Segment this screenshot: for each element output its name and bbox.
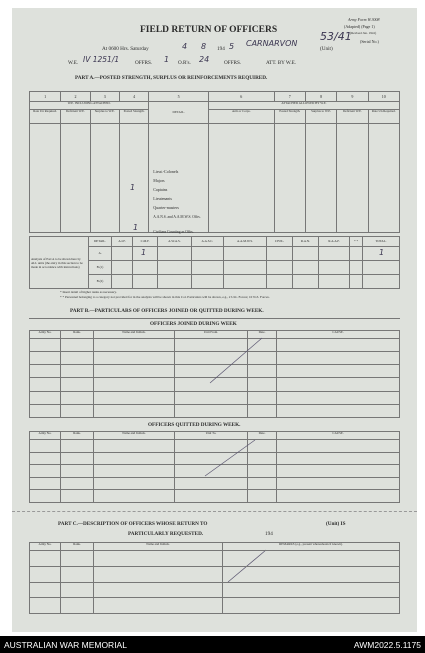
hw-date-day: 4 xyxy=(182,42,188,51)
right-col-arm: Arm or Corps. xyxy=(208,110,274,124)
we-label: W.E. xyxy=(68,60,79,66)
part-c-requested: PARTICULARLY REQUESTED. xyxy=(128,531,204,537)
cell-r-deficient xyxy=(337,124,368,233)
c-row xyxy=(30,551,61,567)
quitted-col-rank: Rank. xyxy=(61,432,94,440)
analysis-footnote-2: * * Personnel belonging to a category not provided for in the analysis will be shown in this Col. Particulars will be shown, e.g., 2 U.K. Forces; 10 N.Z. Forces. xyxy=(60,295,270,299)
detail-majors: Majors xyxy=(153,178,165,183)
quitted-row xyxy=(30,465,61,478)
cell-deficient xyxy=(61,124,90,233)
an-cell xyxy=(112,261,133,275)
an-cell xyxy=(191,247,223,261)
an-total-cell xyxy=(363,247,400,261)
an-cell xyxy=(158,247,192,261)
an-row-a: A. xyxy=(89,247,112,261)
col-num-2: 2 xyxy=(61,92,90,102)
hw-date-month: 8 xyxy=(201,42,207,51)
an-row-b1: B.(1) xyxy=(89,261,112,275)
quitted-row xyxy=(30,490,61,503)
hw-tick-3: 1 xyxy=(133,223,139,232)
col-num-1: 1 xyxy=(30,92,61,102)
quitted-row xyxy=(30,477,61,490)
part-b-heading: PART B.—PARTICULARS OF OFFICERS JOINED OR QUITTED DURING WEEK. xyxy=(70,308,264,314)
joined-col-army-no: Army No. xyxy=(30,331,61,339)
attached-allowed: ATTACHED ALLOWED BY W.E. xyxy=(208,102,399,110)
col-num-7: 7 xyxy=(274,92,305,102)
detail-civilians: Civilians Counting as Offrs. xyxy=(153,230,194,234)
detail-cell xyxy=(149,124,209,233)
an-cell xyxy=(224,247,267,261)
c-row xyxy=(30,582,61,598)
form-title: FIELD RETURN OF OFFICERS xyxy=(140,25,278,35)
an-cell xyxy=(266,275,292,289)
an-cell xyxy=(293,261,319,275)
year-prefix: 194 xyxy=(217,46,225,52)
an-cell xyxy=(318,247,350,261)
an-h-civil: CIVIL. xyxy=(266,237,292,247)
perforation-line xyxy=(12,511,417,512)
an-cell xyxy=(158,261,192,275)
left-col-deficient: Deficient W.E. xyxy=(61,110,90,124)
part-c-unit-is: (Unit) IS xyxy=(326,521,346,527)
an-cell xyxy=(133,275,158,289)
unit-label: (Unit) xyxy=(320,46,333,52)
offrs2-label: OFFRS. xyxy=(224,60,242,66)
part-a-table xyxy=(29,91,400,233)
col-num-6: 6 xyxy=(208,92,274,102)
footer-bar xyxy=(0,636,425,653)
offrs-label: OFFRS. xyxy=(135,60,153,66)
an-h-raaf: R.A.A.F. xyxy=(318,237,350,247)
an-h-aamws: A.A.M.W.S. xyxy=(224,237,267,247)
quitted-col-unit: Unit To. xyxy=(175,432,248,440)
hw-serial-no: 53/41 xyxy=(320,30,352,43)
joined-row xyxy=(30,365,61,378)
detail-lieutenants: Lieutenants xyxy=(153,196,172,201)
revised-label: (Revised Jan. 1941) xyxy=(350,31,377,35)
joined-heading: OFFICERS JOINED DURING WEEK xyxy=(150,321,237,327)
an-cell xyxy=(158,275,192,289)
att-label: ATT. BY W.E. xyxy=(266,60,297,66)
cell-posted xyxy=(119,124,148,233)
an-cell xyxy=(318,261,350,275)
at-line: At 0600 Hrs. Saturday xyxy=(102,46,149,52)
joined-row xyxy=(30,391,61,404)
serial-label: (Serial No.) xyxy=(360,39,379,44)
an-cell xyxy=(133,261,158,275)
col-num-8: 8 xyxy=(305,92,336,102)
an-h-other: * * xyxy=(350,237,363,247)
c-col-rank: Rank. xyxy=(61,543,94,551)
an-h-aasc: A.A.S.C. xyxy=(191,237,223,247)
col-num-5: 5 xyxy=(149,92,209,102)
an-h-ran: R.A.N. xyxy=(293,237,319,247)
an-cell xyxy=(224,261,267,275)
joined-row xyxy=(30,352,61,365)
an-h-detail: DETAIL. xyxy=(89,237,112,247)
right-col-surplus: Surplus to W.E. xyxy=(305,110,336,124)
an-h-awas: A.W.A.S. xyxy=(158,237,192,247)
cell-r-rate xyxy=(368,124,399,233)
joined-col-cause: CAUSE. xyxy=(277,331,400,339)
quitted-heading: OFFICERS QUITTED DURING WEEK. xyxy=(148,422,241,428)
footer-right: AWM2022.5.1175 xyxy=(353,640,421,650)
c-col-army-no: Army No. xyxy=(30,543,61,551)
an-cell xyxy=(363,261,400,275)
ors-label: O.R's. xyxy=(178,60,191,66)
joined-col-unit: Unit From. xyxy=(175,331,248,339)
an-cell xyxy=(293,275,319,289)
right-col-rate: Rate Un Required. xyxy=(368,110,399,124)
part-c-table xyxy=(29,542,400,614)
joined-row xyxy=(30,339,61,352)
hw-total: 1 xyxy=(379,248,385,257)
left-col-posted: Posted Strength. xyxy=(119,110,148,124)
c-row xyxy=(30,566,61,582)
col-num-10: 10 xyxy=(368,92,399,102)
an-h-total: TOTAL. xyxy=(363,237,400,247)
hw-offrs-count: 1 xyxy=(164,55,170,64)
part-a-heading: PART A.—POSTED STRENGTH, SURPLUS OR REINFORCEMENTS REQUIRED. xyxy=(75,75,268,81)
analysis-note-cell xyxy=(30,237,89,289)
quitted-col-date: Date. xyxy=(248,432,277,440)
joined-col-rank: Rank. xyxy=(61,331,94,339)
an-cell xyxy=(224,275,267,289)
col-num-9: 9 xyxy=(337,92,368,102)
army-form-label: Army Form W.3008 xyxy=(348,17,380,22)
quitted-row xyxy=(30,452,61,465)
an-cell xyxy=(112,247,133,261)
rule xyxy=(29,318,400,319)
c-col-name: Name and Initials. xyxy=(94,543,223,551)
quitted-col-cause: CAUSE. xyxy=(277,432,400,440)
analysis-note: Analysis of Part A to be shown here by ALL units (the entry in this section to be made in accordance with instructions) xyxy=(31,256,83,269)
an-cell xyxy=(133,247,158,261)
hw-we-ref: IV 1251/1 xyxy=(83,55,120,64)
detail-captains: Captains xyxy=(153,187,168,192)
footer-left: AUSTRALIAN WAR MEMORIAL xyxy=(4,640,127,650)
an-h-aif: A.I.F. xyxy=(112,237,133,247)
analysis-footnote-1: * Insert detail of higher ranks as necessary. xyxy=(60,290,117,294)
joined-row xyxy=(30,404,61,417)
cell-r-posted xyxy=(274,124,305,233)
col-num-3: 3 xyxy=(90,92,119,102)
we-incl-attached: W.E. INCLUDING ATTACHED. xyxy=(30,102,149,110)
cell-rate xyxy=(30,124,61,233)
hw-unit-name: CARNARVON xyxy=(246,39,298,48)
analysis-table xyxy=(29,236,400,289)
detail-lt-col: Lieut.-Colonels xyxy=(153,169,179,174)
cell-surplus xyxy=(90,124,119,233)
an-cell xyxy=(112,275,133,289)
left-col-surplus: Surplus to W.E. xyxy=(90,110,119,124)
an-cell xyxy=(266,261,292,275)
c-row xyxy=(30,598,61,614)
hw-ors-count: 24 xyxy=(199,55,210,64)
joined-col-name: Name and Initials. xyxy=(94,331,175,339)
quitted-row xyxy=(30,440,61,453)
right-col-posted: Posted Strength. xyxy=(274,110,305,124)
joined-table xyxy=(29,330,400,418)
an-cell xyxy=(266,247,292,261)
hw-year-suffix: 5 xyxy=(229,42,235,51)
an-h-cmf: C.M.F. xyxy=(133,237,158,247)
quitted-table xyxy=(29,431,400,503)
an-cell xyxy=(350,247,363,261)
an-cell xyxy=(191,261,223,275)
quitted-col-name: Name and Initials. xyxy=(94,432,175,440)
an-cell xyxy=(318,275,350,289)
right-col-deficient: Deficient W.E. xyxy=(337,110,368,124)
c-col-remarks: REMARKS (e.g., present whereabouts if known). xyxy=(223,543,400,551)
joined-col-date: Date. xyxy=(248,331,277,339)
detail-header: DETAIL. xyxy=(149,102,209,124)
hw-tick-2: 1 xyxy=(141,248,147,257)
hw-tick-1: 1 xyxy=(129,183,136,192)
an-cell xyxy=(191,275,223,289)
cell-arm xyxy=(208,124,274,233)
an-cell xyxy=(293,247,319,261)
adapted-label: (Adapted) (Page 1) xyxy=(344,24,375,29)
an-row-b2: B.(2) xyxy=(89,275,112,289)
joined-row xyxy=(30,378,61,391)
part-c-year: 194 xyxy=(265,531,273,537)
detail-qm: Quarter-masters xyxy=(153,205,179,210)
an-cell xyxy=(350,275,363,289)
an-cell xyxy=(363,275,400,289)
an-cell xyxy=(350,261,363,275)
col-num-4: 4 xyxy=(119,92,148,102)
detail-aans: A.A.N.S. and A.A.M.W.S. Offrs. xyxy=(153,215,201,219)
cell-r-surplus xyxy=(305,124,336,233)
left-col-rate: Rate Un Required. xyxy=(30,110,61,124)
quitted-col-army-no: Army No. xyxy=(30,432,61,440)
part-c-heading: PART C.—DESCRIPTION OF OFFICERS WHOSE RETURN TO xyxy=(58,521,208,527)
